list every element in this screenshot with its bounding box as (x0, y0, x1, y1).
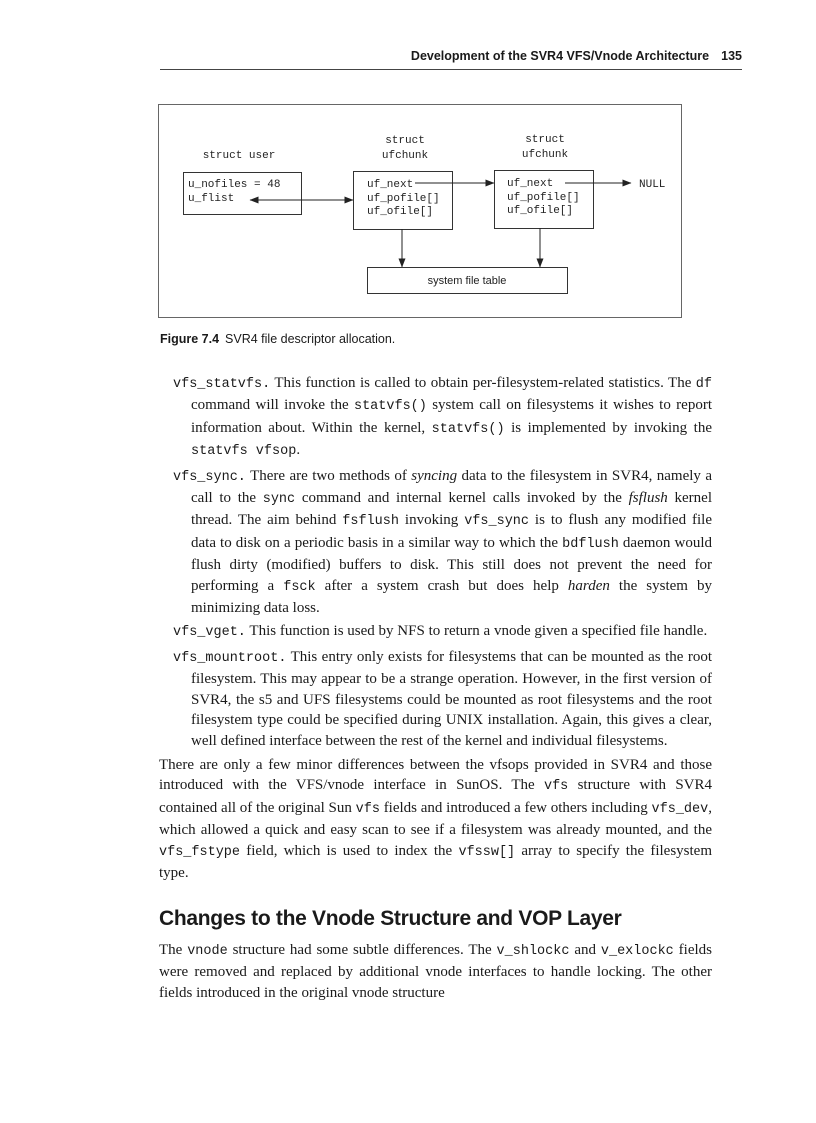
definition-item (173, 466, 712, 619)
code-span: vfs_fstype (159, 844, 241, 860)
code-span: vfs (543, 779, 569, 795)
label-ufchunk-2: ufchunk (521, 149, 569, 161)
text-span: fields were removed and replaced by additional vnode interfaces to handle locking. The other fields introduced in the original vnode structure (159, 941, 712, 1001)
definition-term: vfs_vget. (173, 625, 246, 641)
text-span: The (159, 941, 188, 958)
code-span: v_shlockc (496, 943, 570, 959)
code-span: vfssw[] (458, 844, 516, 860)
label-struct-user: struct user (202, 150, 276, 162)
definition-term: vfs_sync. (173, 469, 246, 485)
code-span: vnode (187, 943, 228, 959)
code-span: statvfs vfsop (191, 444, 297, 460)
code-span: sync (262, 492, 296, 508)
page-number: 135 (721, 49, 742, 63)
code-span: bdflush (562, 536, 619, 552)
figure-caption-label: Figure 7.4 (160, 332, 220, 346)
text-span: invoking (399, 512, 465, 529)
field-uf-ofile-1: uf_ofile[] (367, 206, 434, 218)
code-span: vfs_dev (651, 801, 709, 817)
field-uf-pofile-2: uf_pofile[] (507, 192, 580, 204)
definition-term: vfs_statvfs. (173, 377, 271, 392)
text-span: after a system crash but does help (315, 577, 568, 594)
italic-span: syncing (411, 467, 458, 484)
paragraph-vfsops-differences (159, 755, 712, 883)
text-span: system call on filesystems it wishes to report information about. Within the kernel, (191, 397, 712, 436)
figure-caption (160, 332, 395, 346)
text-span: This entry only exists for filesystems that can be mounted as the root filesystem. This may appear to be a strange operation. However, in the first version of SVR4, the s5 and UFS filesystems could be mounted as root filesystems and the root filesystem type could be specified during UNIX installation. Again, this gives a clear, well defined interface between the rest of the kernel and individual filesystems. (191, 648, 712, 749)
text-span: field, which is used to index the (240, 842, 459, 859)
text-span: This function is called to obtain per-filesystem-related statistics. The (270, 375, 696, 391)
text-span: data to the filesystem in SVR4, namely a call to the (191, 467, 712, 507)
text-span: command and internal kernel calls invoked by the (295, 490, 629, 507)
text-span: This function is used by NFS to return a vnode given a specified file handle. (245, 623, 708, 640)
text-span: structure with SVR4 contained all of the original Sun (159, 777, 712, 816)
figure-7-4 (158, 104, 682, 318)
running-head-title: Development of the SVR4 VFS/Vnode Architecture (410, 49, 710, 63)
text-span: command will invoke the (191, 397, 354, 414)
text-span: the system by minimizing data loss. (191, 577, 712, 617)
text-span: There are two methods of (245, 467, 412, 484)
code-span: vfs_sync (464, 514, 529, 530)
text-span: and (569, 941, 601, 958)
running-head (160, 49, 742, 63)
label-struct-1: struct (385, 135, 425, 147)
text-span: daemon would flush dirty (modified) buffers to disk. This still does not prevent the need for performing a (191, 534, 712, 594)
definition-item (173, 621, 712, 643)
section-heading: Changes to the Vnode Structure and VOP Layer (159, 907, 622, 931)
field-u-nofiles: u_nofiles = 48 (188, 179, 281, 191)
text-span: kernel thread. The aim behind (191, 490, 712, 529)
text-span: fields and introduced a few others including (379, 799, 652, 816)
field-uf-next-1: uf_next (367, 179, 414, 191)
field-uf-pofile-1: uf_pofile[] (367, 193, 440, 205)
file-descriptor-diagram (158, 104, 682, 318)
paragraph-vnode-structure (159, 940, 712, 1003)
code-span: statvfs() (431, 421, 505, 437)
field-u-flist: u_flist (188, 193, 235, 205)
definition-list (159, 373, 712, 751)
field-uf-next-2: uf_next (507, 178, 554, 190)
text-span: array to specify the filesystem type. (159, 842, 712, 881)
definition-item (173, 373, 712, 463)
text-span: , which allowed a quick and easy scan to see if a filesystem was already mounted, and the (159, 799, 712, 839)
code-span: fsck (283, 579, 316, 595)
text-span: structure had some subtle differences. The (227, 941, 497, 958)
definition-term: vfs_mountroot. (173, 650, 287, 666)
label-struct-2: struct (525, 134, 565, 146)
code-span: vfs (355, 801, 380, 817)
code-span: df (695, 377, 712, 392)
body-text (159, 373, 712, 1003)
definition-item (173, 647, 712, 751)
figure-caption-text: SVR4 file descriptor allocation. (225, 332, 396, 346)
field-uf-ofile-2: uf_ofile[] (507, 205, 574, 217)
code-span: v_exlockc (600, 943, 674, 959)
italic-span: harden (567, 577, 610, 594)
header-rule (160, 69, 742, 70)
text-span: is to flush any modified file data to disk on a periodic basis in a similar way to which the (191, 512, 712, 551)
code-span: fsflush (342, 514, 399, 530)
label-null: NULL (639, 179, 666, 191)
text-span: is implemented by invoking the (504, 419, 712, 436)
text-span: There are only a few minor differences between the vfsops provided in SVR4 and those introduced with the VFS/vnode interface in SunOS. The (159, 756, 712, 794)
italic-span: fsflush (628, 490, 668, 507)
label-system-file-table: system file table (427, 275, 507, 287)
code-span: statvfs() (353, 399, 427, 415)
label-ufchunk-1: ufchunk (381, 150, 429, 162)
text-span: . (296, 442, 301, 459)
